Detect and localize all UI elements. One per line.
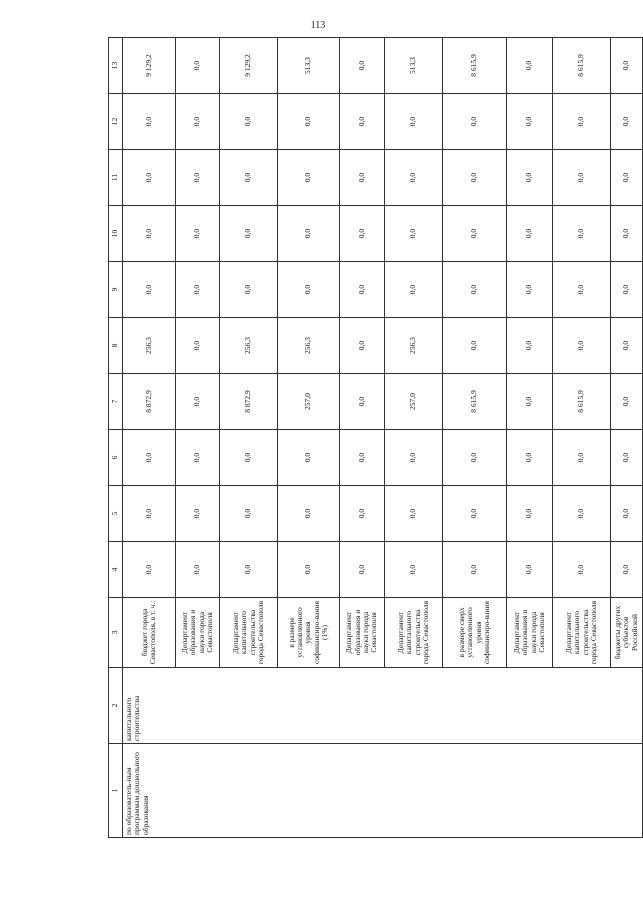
value-cell: 513,3: [278, 38, 340, 94]
value-cell: 0,0: [220, 486, 278, 542]
value-cell: 0,0: [176, 150, 220, 206]
value-cell: 0,0: [123, 94, 176, 150]
value-cell: 0,0: [611, 150, 643, 206]
value-cell: 0,0: [507, 38, 553, 94]
source-cell: Департамент капитального строительства города Севастополя: [553, 598, 611, 668]
value-cell: 0,0: [611, 374, 643, 430]
value-cell: 0,0: [340, 206, 385, 262]
value-cell: 257,0: [278, 374, 340, 430]
table-body: [123, 38, 643, 838]
source-cell: бюджет города Севастополя, в т. ч.:: [123, 598, 176, 668]
source-cell: в размере установленного уровня софинансиро-вания (1%): [278, 598, 340, 668]
value-cell: 0,0: [553, 94, 611, 150]
value-cell: 0,0: [123, 430, 176, 486]
value-cell: 0,0: [385, 94, 443, 150]
value-cell: 0,0: [340, 94, 385, 150]
value-cell: 0,0: [611, 262, 643, 318]
value-cell: 8 615,9: [553, 38, 611, 94]
value-cell: 0,0: [340, 542, 385, 598]
value-cell: 0,0: [443, 150, 507, 206]
value-cell: 0,0: [220, 206, 278, 262]
column-header: 4: [109, 542, 123, 598]
value-cell: 0,0: [220, 542, 278, 598]
value-cell: 9 129,2: [123, 38, 176, 94]
column-header: 10: [109, 206, 123, 262]
column-header: 8: [109, 318, 123, 374]
value-cell: 0,0: [176, 542, 220, 598]
source-cell: бюджеты других субъектов Российской: [611, 598, 643, 668]
value-cell: 8 872,9: [123, 374, 176, 430]
value-cell: 0,0: [176, 318, 220, 374]
value-cell: 0,0: [443, 486, 507, 542]
value-cell: 0,0: [507, 262, 553, 318]
page-number: 113: [310, 20, 326, 31]
value-cell: 0,0: [443, 430, 507, 486]
value-cell: 0,0: [278, 542, 340, 598]
column-header: 12: [109, 94, 123, 150]
column-header: 9: [109, 262, 123, 318]
value-cell: 0,0: [176, 486, 220, 542]
value-cell: 0,0: [220, 262, 278, 318]
value-cell: 0,0: [176, 374, 220, 430]
value-cell: 0,0: [340, 262, 385, 318]
value-cell: 513,3: [385, 38, 443, 94]
value-cell: 0,0: [278, 206, 340, 262]
value-cell: 0,0: [220, 430, 278, 486]
value-cell: 0,0: [340, 430, 385, 486]
value-cell: 0,0: [553, 318, 611, 374]
source-cell: Департамент образования и науки города Севастополя: [340, 598, 385, 668]
value-cell: 0,0: [553, 206, 611, 262]
value-cell: 8 615,9: [443, 374, 507, 430]
value-cell: 0,0: [611, 430, 643, 486]
value-cell: 0,0: [278, 486, 340, 542]
value-cell: 0,0: [385, 542, 443, 598]
value-cell: 0,0: [340, 150, 385, 206]
source-cell: Департамент образования и науки города Севастополя: [176, 598, 220, 668]
value-cell: 0,0: [278, 430, 340, 486]
value-cell: 0,0: [278, 150, 340, 206]
value-cell: 256,3: [385, 318, 443, 374]
value-cell: 0,0: [507, 542, 553, 598]
value-cell: 0,0: [443, 94, 507, 150]
source-cell: Департамент капитального строительства города Севастополя: [220, 598, 278, 668]
value-cell: 0,0: [507, 318, 553, 374]
value-cell: 0,0: [123, 262, 176, 318]
value-cell: 0,0: [385, 430, 443, 486]
value-cell: 0,0: [553, 150, 611, 206]
value-cell: 0,0: [611, 318, 643, 374]
value-cell: 0,0: [176, 38, 220, 94]
budget-table: [108, 37, 643, 838]
column-header: 1: [109, 744, 123, 838]
column-header: 13: [109, 38, 123, 94]
value-cell: 0,0: [340, 374, 385, 430]
value-cell: 0,0: [553, 542, 611, 598]
value-cell: 257,0: [385, 374, 443, 430]
column-header: 7: [109, 374, 123, 430]
value-cell: 0,0: [340, 486, 385, 542]
source-cell: в размере сверх установленного уровня софинансиро-вания: [443, 598, 507, 668]
value-cell: 9 129,2: [220, 38, 278, 94]
value-cell: 0,0: [507, 374, 553, 430]
value-cell: 0,0: [385, 150, 443, 206]
value-cell: 0,0: [123, 206, 176, 262]
value-cell: 0,0: [278, 94, 340, 150]
program-name-cell: по образователь-ным программам дошкольного образования: [123, 744, 643, 838]
value-cell: 0,0: [507, 150, 553, 206]
column-header: 2: [109, 668, 123, 744]
value-cell: 256,3: [278, 318, 340, 374]
column-header: 11: [109, 150, 123, 206]
value-cell: 0,0: [385, 486, 443, 542]
header-row: [109, 38, 123, 838]
column-header: 6: [109, 430, 123, 486]
value-cell: 0,0: [340, 318, 385, 374]
source-cell: Департамент капитального строительства города Севастополя: [385, 598, 443, 668]
value-cell: 0,0: [340, 38, 385, 94]
value-cell: 0,0: [553, 262, 611, 318]
column-header: 5: [109, 486, 123, 542]
value-cell: 0,0: [385, 206, 443, 262]
executor-cell: капитального строительства: [123, 668, 643, 744]
value-cell: 0,0: [507, 94, 553, 150]
value-cell: 256,3: [220, 318, 278, 374]
value-cell: 0,0: [553, 430, 611, 486]
value-cell: 0,0: [611, 206, 643, 262]
value-cell: 0,0: [176, 430, 220, 486]
table-row: [123, 38, 176, 838]
value-cell: 256,3: [123, 318, 176, 374]
column-header: 3: [109, 598, 123, 668]
value-cell: 0,0: [220, 94, 278, 150]
value-cell: 0,0: [123, 150, 176, 206]
table-container: [108, 38, 639, 838]
value-cell: 0,0: [507, 486, 553, 542]
value-cell: 0,0: [123, 486, 176, 542]
value-cell: 0,0: [385, 262, 443, 318]
value-cell: 8 615,9: [443, 38, 507, 94]
value-cell: 0,0: [443, 318, 507, 374]
value-cell: 0,0: [220, 150, 278, 206]
value-cell: 0,0: [443, 262, 507, 318]
value-cell: 0,0: [443, 206, 507, 262]
value-cell: 8 615,9: [553, 374, 611, 430]
value-cell: 0,0: [176, 262, 220, 318]
value-cell: 0,0: [443, 542, 507, 598]
value-cell: 0,0: [611, 94, 643, 150]
value-cell: 0,0: [123, 542, 176, 598]
value-cell: 0,0: [176, 94, 220, 150]
source-cell: Департамент образования и науки города Севастополя: [507, 598, 553, 668]
value-cell: 0,0: [507, 430, 553, 486]
value-cell: 0,0: [611, 486, 643, 542]
value-cell: 0,0: [553, 486, 611, 542]
value-cell: 8 872,9: [220, 374, 278, 430]
value-cell: 0,0: [611, 542, 643, 598]
value-cell: 0,0: [611, 38, 643, 94]
value-cell: 0,0: [278, 262, 340, 318]
value-cell: 0,0: [507, 206, 553, 262]
value-cell: 0,0: [176, 206, 220, 262]
